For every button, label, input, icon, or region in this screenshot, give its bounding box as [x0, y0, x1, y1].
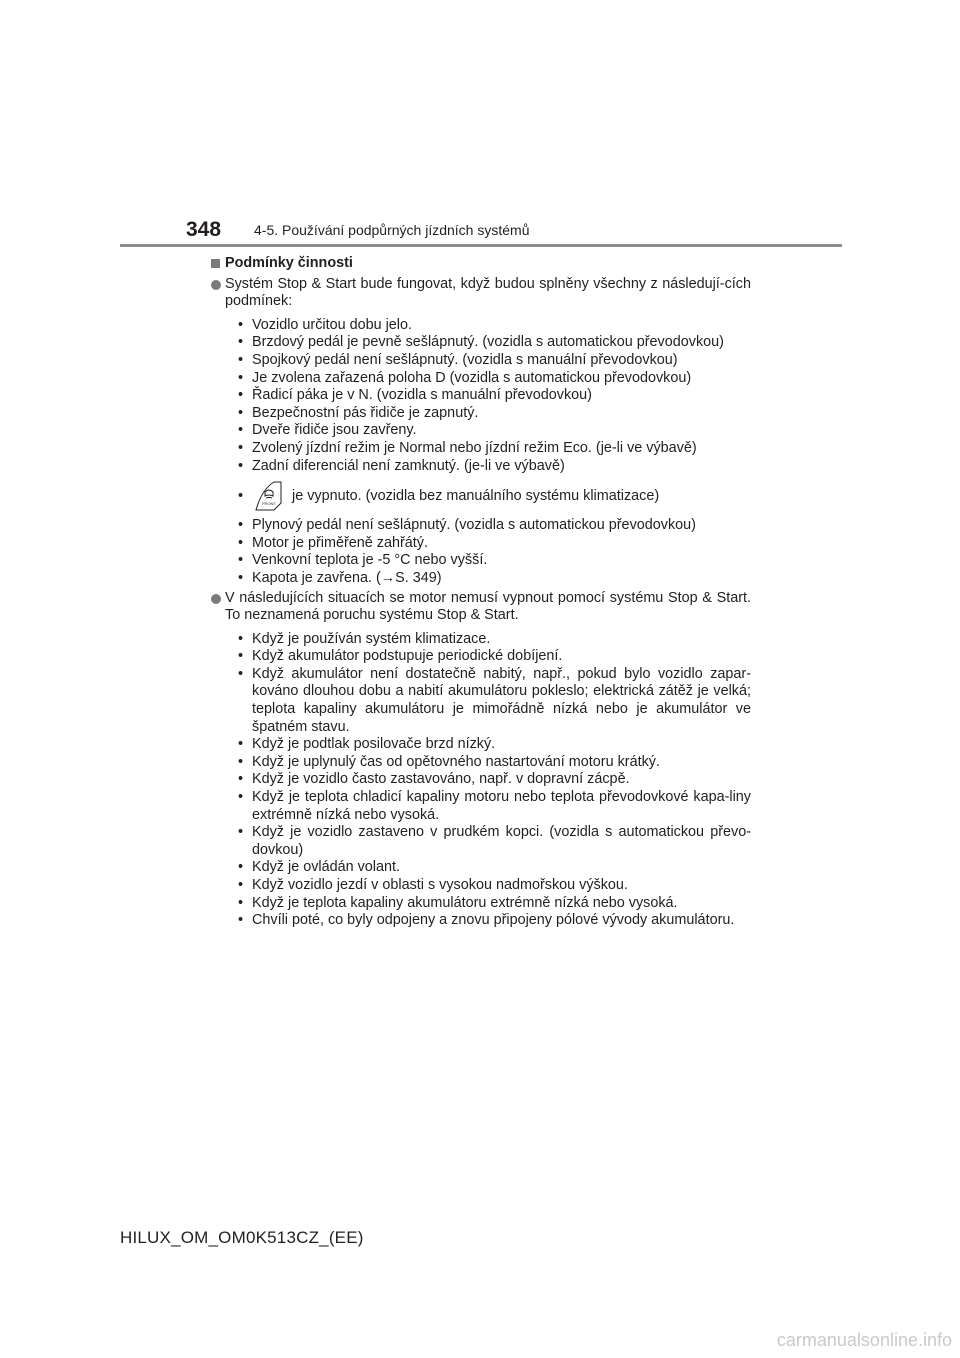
list-item: • Vozidlo určitou dobu jelo. — [238, 317, 751, 335]
list-item: • Když akumulátor není dostatečně nabitý, např., pokud bylo vozidlo zapar-kováno dlouhou dobu a nabití akumulátoru pokleslo; elektrická zátěž je velká; teplota kapaliny akumulátoru je mimořádně nízká nebo je akumulátor ve špatném stavu. — [238, 666, 751, 736]
list-item: • Když je ovládán volant. — [238, 859, 751, 877]
list-item: • Bezpečnostní pás řidiče je zapnutý. — [238, 405, 751, 423]
exceptions-list — [211, 631, 751, 930]
chapter-title: 4-5. Používání podpůrných jízdních systémů — [254, 222, 530, 238]
list-item: • Když je vozidlo zastaveno v prudkém kopci. (vozidla s automatickou převo-dovkou) — [238, 824, 751, 859]
list-item: • Zvolený jízdní režim je Normal nebo jízdní režim Eco. (je-li ve výbavě) — [238, 440, 751, 458]
exceptions-paragraph-text: V následujících situacích se motor nemusí vypnout pomocí systému Stop & Start. To neznamená poruchu systému Stop & Start. — [225, 589, 751, 624]
section-heading-text: Podmínky činnosti — [225, 255, 353, 271]
list-item: • Když je vozidlo často zastavováno, např. v dopravní zácpě. — [238, 771, 751, 789]
list-item: • Brzdový pedál je pevně sešlápnutý. (vozidla s automatickou převodovkou) — [238, 334, 751, 352]
list-item: • Když je podtlak posilovače brzd nízký. — [238, 736, 751, 754]
list-item: • Motor je přiměřeně zahřátý. — [238, 535, 751, 553]
watermark: carmanualsonline.info — [776, 1330, 952, 1350]
list-item: • Když je používán systém klimatizace. — [238, 631, 751, 649]
conditions-paragraph — [211, 276, 751, 311]
list-item: • Je zvolena zařazená poloha D (vozidla s automatickou převodovkou) — [238, 370, 751, 388]
list-item: • Když je uplynulý čas od opětovného nastartování motoru krátký. — [238, 754, 751, 772]
list-item: • Když je teplota kapaliny akumulátoru extrémně nízká nebo vysoká. — [238, 895, 751, 913]
list-item: • Když je teplota chladicí kapaliny motoru nebo teplota převodovkové kapa-liny extrémně nízká nebo vysoká. — [238, 789, 751, 824]
conditions-list — [211, 317, 751, 588]
list-item: • Dveře řidiče jsou zavřeny. — [238, 422, 751, 440]
list-item-defogger — [238, 479, 751, 513]
exceptions-paragraph — [211, 590, 751, 625]
list-item: • Řadicí páka je v N. (vozidla s manuální převodovkou) — [238, 387, 751, 405]
list-item: • Kapota je zavřena. (→S. 349) — [238, 570, 751, 588]
circle-bullet-icon — [211, 594, 221, 604]
list-item: • Chvíli poté, co byly odpojeny a znovu připojeny pólové vývody akumulátoru. — [238, 912, 751, 930]
main-content — [211, 255, 751, 932]
section-heading — [211, 255, 751, 273]
list-item: • Venkovní teplota je -5 °C nebo vyšší. — [238, 552, 751, 570]
list-item: • Zadní diferenciál není zamknutý. (je-li ve výbavě) — [238, 458, 751, 476]
front-defogger-icon — [254, 481, 282, 511]
square-bullet-icon — [211, 259, 220, 268]
list-item: • Plynový pedál není sešlápnutý. (vozidla s automatickou převodovkou) — [238, 517, 751, 535]
list-item: • Když akumulátor podstupuje periodické dobíjení. — [238, 648, 751, 666]
header-rule — [120, 244, 842, 247]
svg-text:FRONT: • FRONT — [262, 501, 276, 507]
list-item: • Když vozidlo jezdí v oblasti s vysokou nadmořskou výškou. — [238, 877, 751, 895]
list-item: • Spojkový pedál není sešlápnutý. (vozidla s manuální převodovkou) — [238, 352, 751, 370]
page-number: 348 — [186, 218, 222, 241]
footer-code: HILUX_OM_OM0K513CZ_(EE) — [120, 1228, 364, 1247]
defogger-condition-text: je vypnuto. (vozidla bez manuálního systému klimatizace) — [292, 488, 660, 505]
circle-bullet-icon — [211, 280, 221, 290]
conditions-paragraph-text: Systém Stop & Start bude fungovat, když budou splněny všechny z následují-cích podmínek: — [225, 275, 751, 310]
